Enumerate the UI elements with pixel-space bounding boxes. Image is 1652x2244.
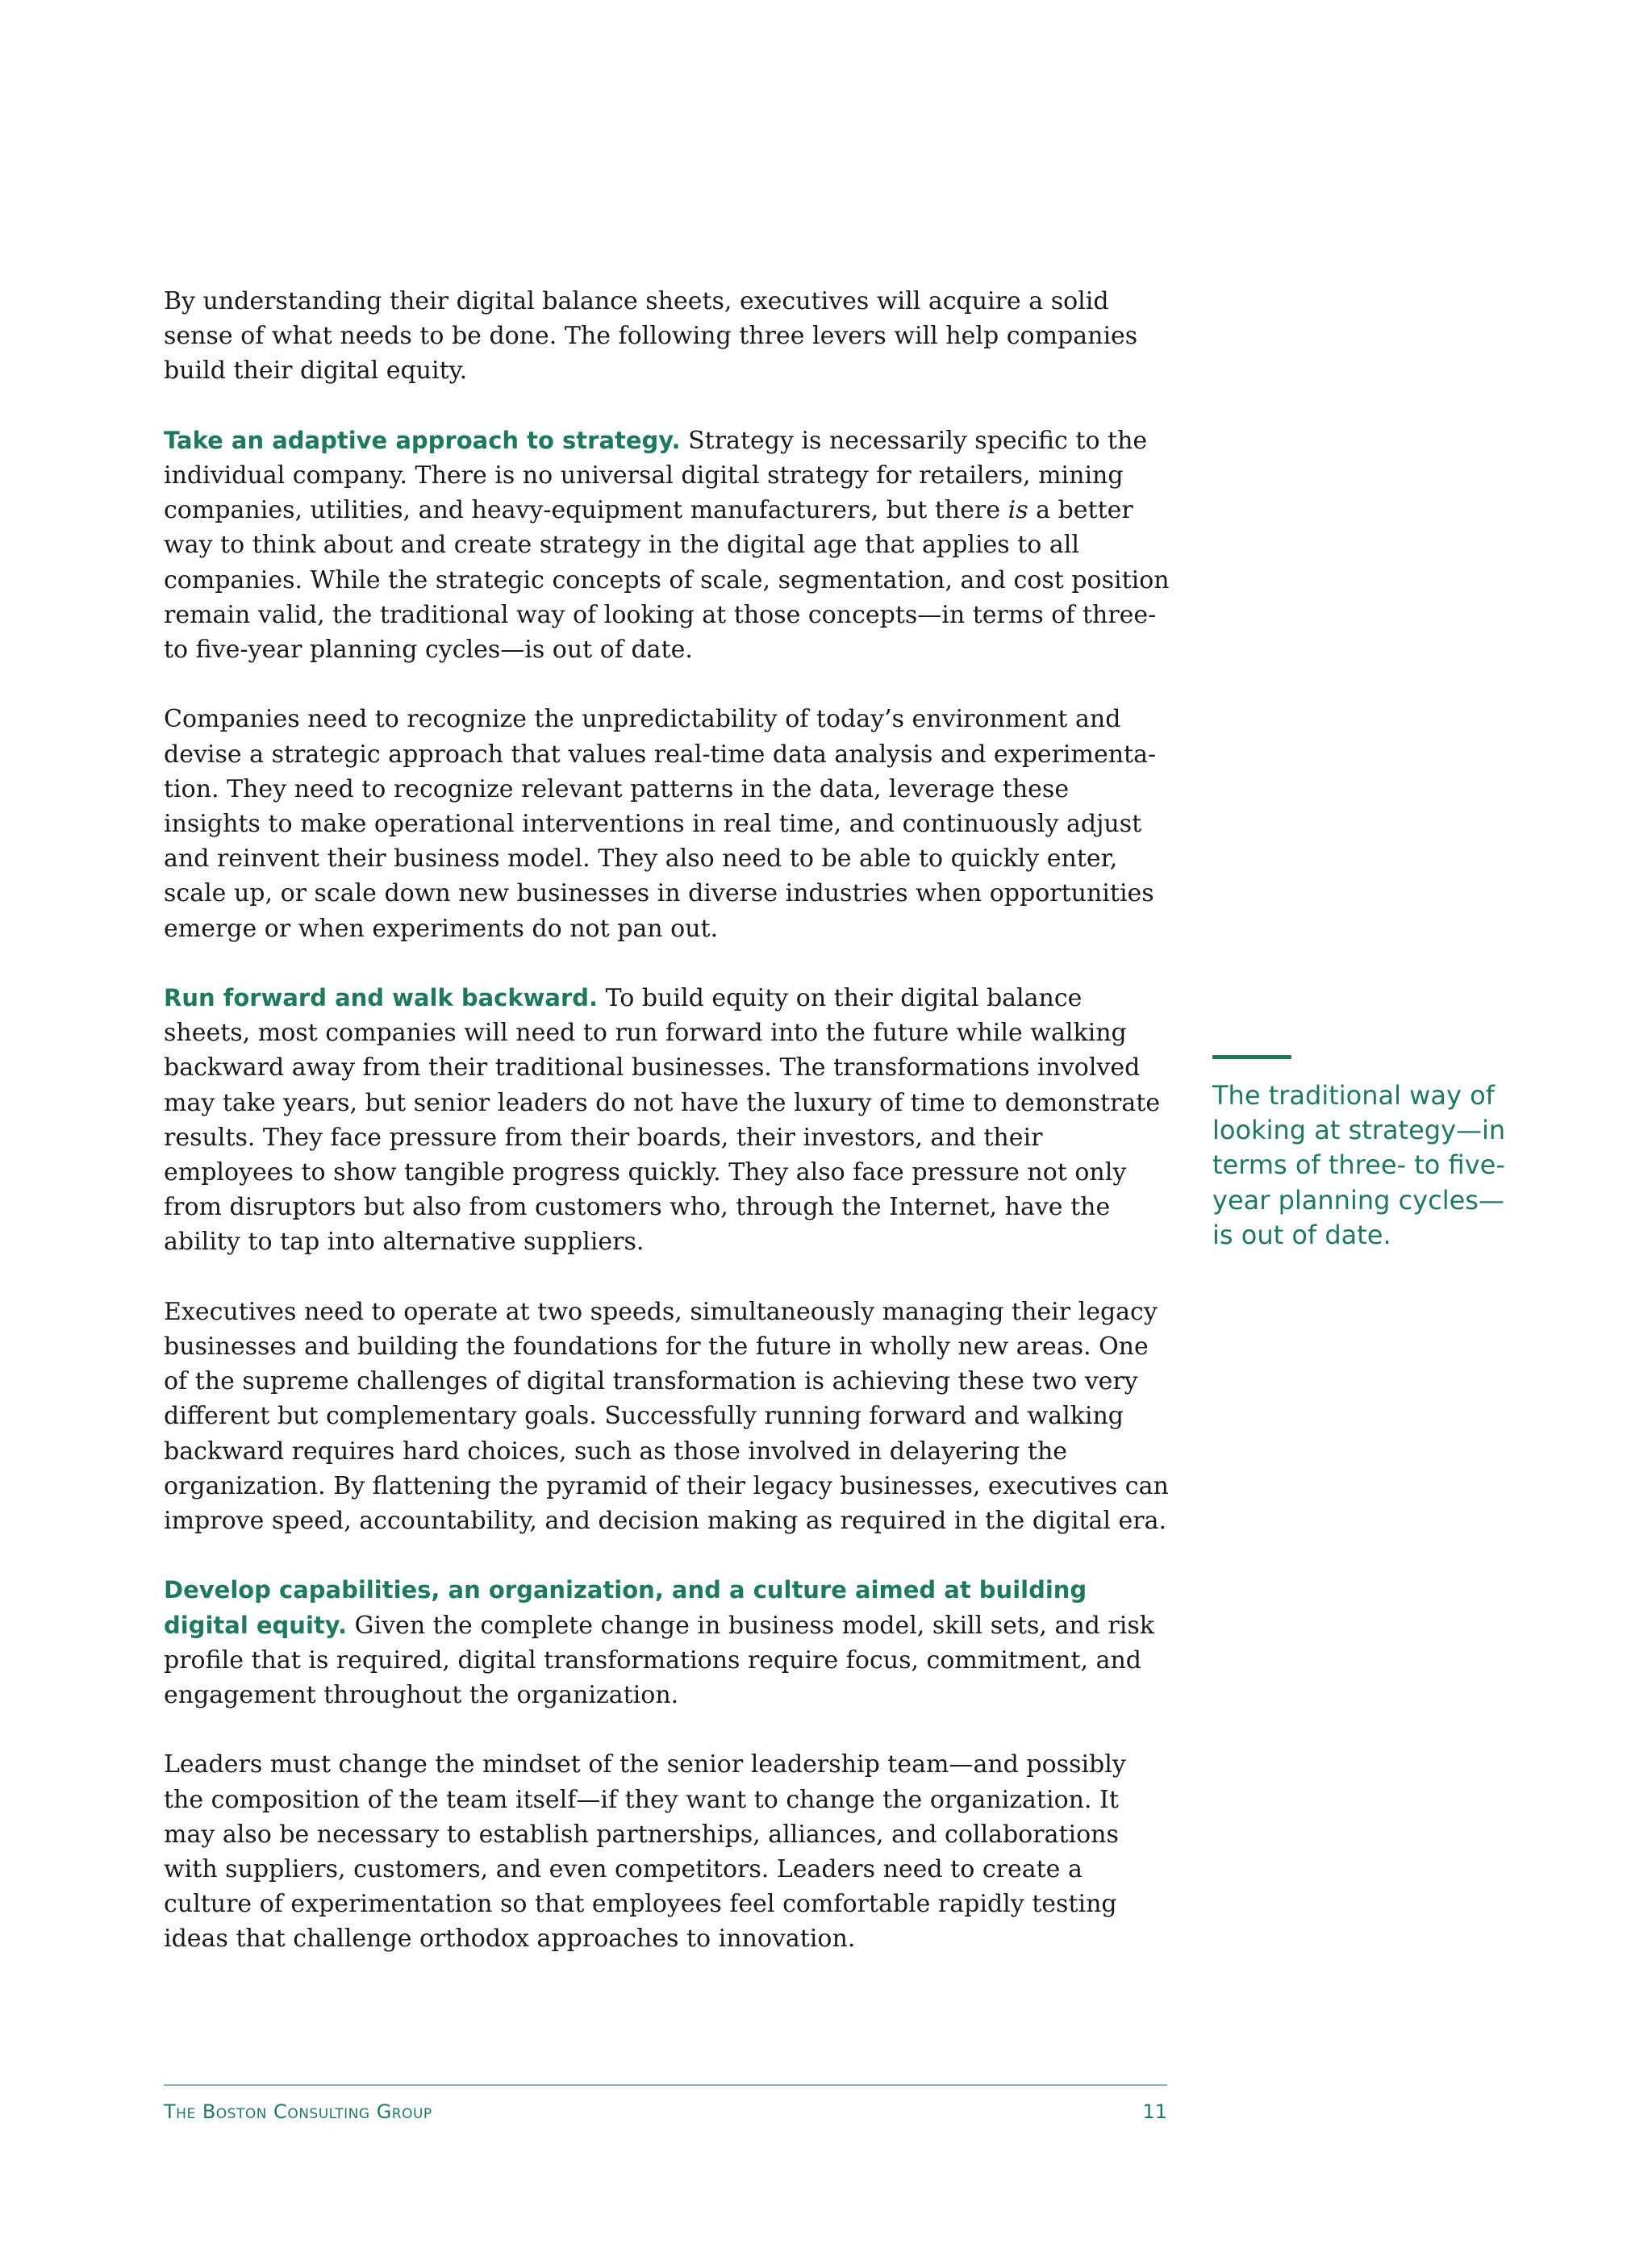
paragraph-run-forward (164, 981, 1170, 1260)
paragraph-intro (164, 284, 1170, 389)
paragraph-text: a better way to think about and create strategy in the digital age that applies to all companies. While the strategic concepts of scale, segmentation, and cost position remain valid, the traditional way of looking at those concepts—in terms of three- to five-year planning cycles—is out of date. (164, 496, 1170, 665)
footer-organization: The Boston Consulting Group (164, 2100, 432, 2123)
paragraph-text: Leaders must change the mindset of the senior leadership team—and possibly the composition of the team itself—if they want to change the organization. It may also be necessary to establish partnerships, alliances, and collaborations with suppliers, customers, and even competitors. Leaders need to create a culture of experimentation so that employees feel comfortable rapidly testing ideas that challenge orthodox approaches to innovation. (164, 1750, 1126, 1954)
lever-heading-capabilities: Develop capabilities, an organization, and a culture aimed at building digital equity. (164, 1576, 1087, 1639)
lever-heading-run-forward: Run forward and walk backward. (164, 984, 599, 1012)
pull-quote-rule (1212, 1055, 1291, 1059)
paragraph-adaptive-strategy (164, 423, 1170, 667)
paragraph-leaders-mindset (164, 1747, 1170, 1956)
paragraph-text: To build equity on their digital balance sheets, most companies will need to run forward into the future while walking backward away from their traditional businesses. The transformations involved may take years, but senior leaders do not have the luxury of time to demonstrate results. They face pressure from their boards, their investors, and their employees to show tangible progress quickly. They also face pressure not only from disruptors but also from customers who, through the Internet, have the ability to tap into alternative suppliers. (164, 984, 1161, 1257)
paragraph-capabilities (164, 1573, 1170, 1712)
paragraph-unpredictability (164, 702, 1170, 945)
pull-quote: The traditional way of looking at strategy—in terms of three- to five-year planning cycles—is out of date. (1212, 1080, 1506, 1250)
emphasis-text: is (1007, 496, 1028, 525)
article-body (164, 284, 1170, 1992)
paragraph-text: Executives need to operate at two speeds, simultaneously managing their legacy businesses and building the foundations for the future in wholly new areas. One of the supreme challenges of digital transformation is achieving these two very different but complementary goals. Successfully running forward and walking backward requires hard choices, such as those involved in delayering the organization. By flattening the pyramid of their legacy businesses, executives can improve speed, accountability, and decision making as required in the digital era. (164, 1297, 1169, 1536)
paragraph-two-speeds (164, 1295, 1170, 1538)
lever-heading-adaptive-strategy: Take an adaptive approach to strategy. (164, 426, 681, 454)
footer-divider (164, 2084, 1167, 2086)
paragraph-text: Companies need to recognize the unpredictability of today’s environment and devise a strategic approach that values real-time data analysis and experimentation. They need to recognize relevant patterns in the data, leverage these insights to make operational interventions in real time, and continuously adjust and reinvent their business model. They also need to be able to quickly enter, scale up, or scale down new businesses in diverse industries when opportunities emerge or when experiments do not pan out. (164, 705, 1157, 943)
paragraph-text: Strategy is necessarily specific to the individual company. There is no universal digital strategy for retailers, mining companies, utilities, and heavy-equipment manufacturers, but there (164, 426, 1148, 525)
page-number: 11 (1142, 2100, 1167, 2123)
paragraph-text: Given the complete change in business model, skill sets, and risk profile that is required, digital transformations require focus, commitment, and engagement throughout the organization. (164, 1611, 1154, 1710)
pull-quote-sidebar (1212, 1055, 1519, 1253)
paragraph-text: By understanding their digital balance sheets, executives will acquire a solid sense of what needs to be done. The following three levers will help companies build their digital equity. (164, 287, 1138, 386)
